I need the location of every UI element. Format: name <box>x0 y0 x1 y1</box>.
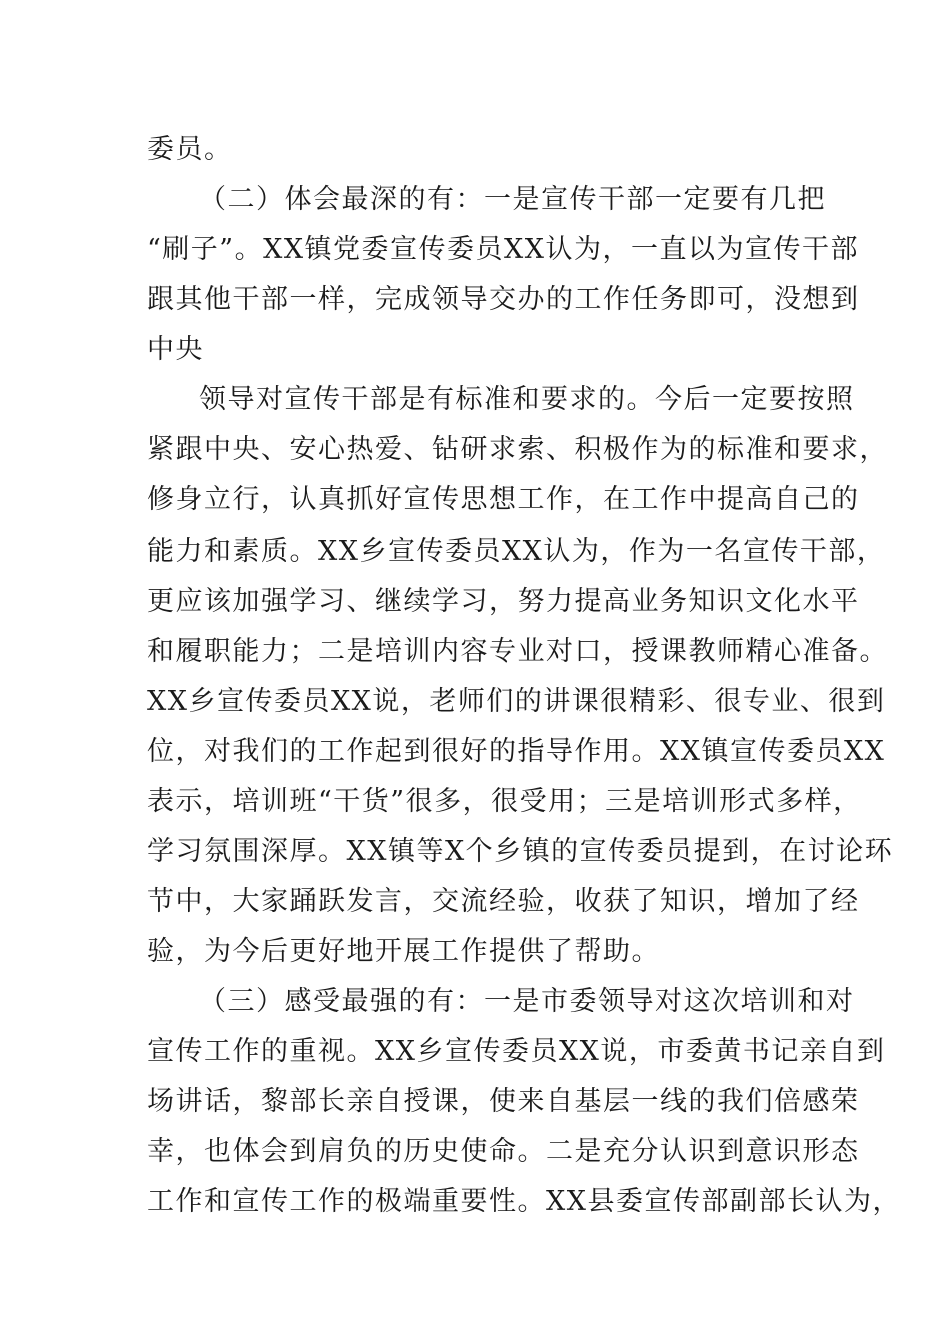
text-line: 宣传工作的重视。XX乡宣传委员XX说，市委黄书记亲自到 <box>147 1036 886 1067</box>
text-line: （二）体会最深的有：一是宣传干部一定要有几把 <box>199 184 826 215</box>
text-line: 和履职能力；二是培训内容专业对口，授课教师精心准备。 <box>147 636 888 667</box>
text-line: 节中，大家踊跃发言，交流经验，收获了知识，增加了经 <box>147 886 860 917</box>
text-line: 位，对我们的工作起到很好的指导作用。XX镇宣传委员XX <box>147 736 886 767</box>
text-line: 幸，也体会到肩负的历史使命。二是充分认识到意识形态 <box>147 1136 860 1167</box>
text-line: 能力和素质。XX乡宣传委员XX认为，作为一名宣传干部， <box>147 536 886 567</box>
text-line: 学习氛围深厚。XX镇等X个乡镇的宣传委员提到，在讨论环 <box>147 836 894 867</box>
text-line: 中央 <box>147 334 204 365</box>
text-line: （三）感受最强的有：一是市委领导对这次培训和对 <box>199 986 855 1017</box>
text-line: 场讲话，黎部长亲自授课，使来自基层一线的我们倍感荣 <box>147 1086 860 1117</box>
text-line: 紧跟中央、安心热爱、钻研求索、积极作为的标准和要求， <box>147 434 888 465</box>
text-line: 更应该加强学习、继续学习，努力提高业务知识文化水平 <box>147 586 860 617</box>
text-line: 表示，培训班“干货”很多，很受用；三是培训形式多样， <box>147 786 862 817</box>
text-line: “刷子”。XX镇党委宣传委员XX认为，一直以为宣传干部 <box>147 234 859 265</box>
text-line: 工作和宣传工作的极端重要性。XX县委宣传部副部长认为， <box>147 1186 901 1217</box>
text-line: 委员。 <box>147 134 233 165</box>
text-line: 验，为今后更好地开展工作提供了帮助。 <box>147 936 660 967</box>
text-line: 领导对宣传干部是有标准和要求的。今后一定要按照 <box>199 384 855 415</box>
text-line: XX乡宣传委员XX说，老师们的讲课很精彩、很专业、很到 <box>147 686 886 717</box>
text-line: 跟其他干部一样，完成领导交办的工作任务即可，没想到 <box>147 284 860 315</box>
text-line: 修身立行，认真抓好宣传思想工作，在工作中提高自己的 <box>147 484 860 515</box>
